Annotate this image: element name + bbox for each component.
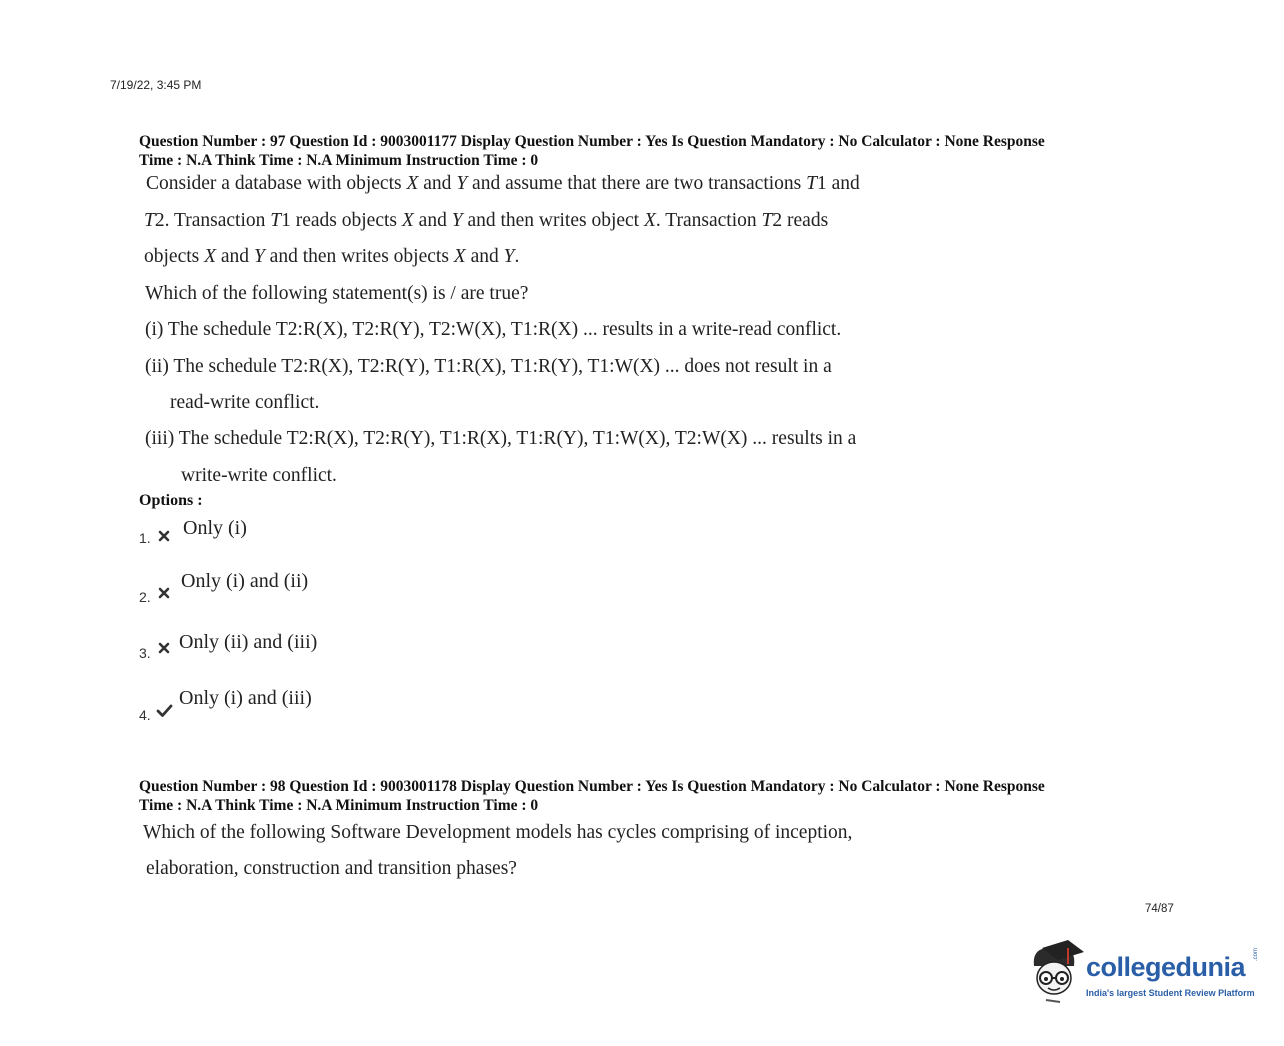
q97-line-1: Consider a database with objects X and Y and assume that there are two transactions T1 and: [146, 173, 860, 194]
q97-line-8: (iii) The schedule T2:R(X), T2:R(Y), T1:R(X), T1:R(Y), T1:W(X), T2:W(X) ... results in a: [145, 428, 857, 449]
q97-line-2: T2. Transaction T1 reads objects X and Y and then writes object X. Transaction T2 reads: [144, 210, 829, 231]
option-1-text[interactable]: Only (i): [183, 517, 247, 539]
logo-brand: collegedunia: [1086, 952, 1246, 982]
option-3-number: 3.: [139, 645, 151, 661]
logo-tagline: India's largest Student Review Platform: [1086, 988, 1255, 998]
options-label: Options :: [139, 492, 203, 509]
q98-meta-line2: Time : N.A Think Time : N.A Minimum Instruction Time : 0: [139, 797, 539, 814]
logo-com: .com: [1253, 947, 1259, 961]
q97-meta-line2: Time : N.A Think Time : N.A Minimum Instruction Time : 0: [139, 152, 539, 169]
option-1-number: 1.: [139, 530, 151, 546]
q97-meta-line1: Question Number : 97 Question Id : 9003001177 Display Question Number : Yes Is Question Mandatory : No Calculator : None Response: [139, 133, 1045, 150]
q97-line-7: read-write conflict.: [170, 392, 320, 413]
cross-icon: [158, 642, 170, 654]
option-4-number: 4.: [139, 707, 151, 723]
q98-meta-line1: Question Number : 98 Question Id : 9003001178 Display Question Number : Yes Is Question Mandatory : No Calculator : None Response: [139, 778, 1045, 795]
option-2-number: 2.: [139, 589, 151, 605]
print-timestamp: 7/19/22, 3:45 PM: [110, 78, 202, 92]
mascot-icon: [1024, 940, 1084, 1004]
option-2-text[interactable]: Only (i) and (ii): [181, 570, 309, 592]
option-3-text[interactable]: Only (ii) and (iii): [179, 631, 318, 653]
page-number: 74/87: [1145, 903, 1174, 915]
option-4-text[interactable]: Only (i) and (iii): [179, 687, 312, 709]
cross-icon: [158, 587, 170, 599]
q97-line-3: objects X and Y and then writes objects X and Y.: [144, 246, 520, 267]
q97-line-5: (i) The schedule T2:R(X), T2:R(Y), T2:W(X), T1:R(X) ... results in a write-read conflict.: [145, 319, 842, 340]
q97-line-6: (ii) The schedule T2:R(X), T2:R(Y), T1:R(X), T1:R(Y), T1:W(X) ... does not result in a: [145, 356, 832, 377]
collegedunia-logo[interactable]: [1024, 938, 1260, 1008]
check-icon: [156, 704, 173, 718]
q98-line-2: elaboration, construction and transition phases?: [146, 858, 517, 879]
q98-line-1: Which of the following Software Development models has cycles comprising of inception,: [143, 822, 853, 843]
q97-line-9: write-write conflict.: [181, 465, 337, 486]
cross-icon: [158, 530, 170, 542]
q97-line-4: Which of the following statement(s) is / are true?: [145, 283, 529, 304]
